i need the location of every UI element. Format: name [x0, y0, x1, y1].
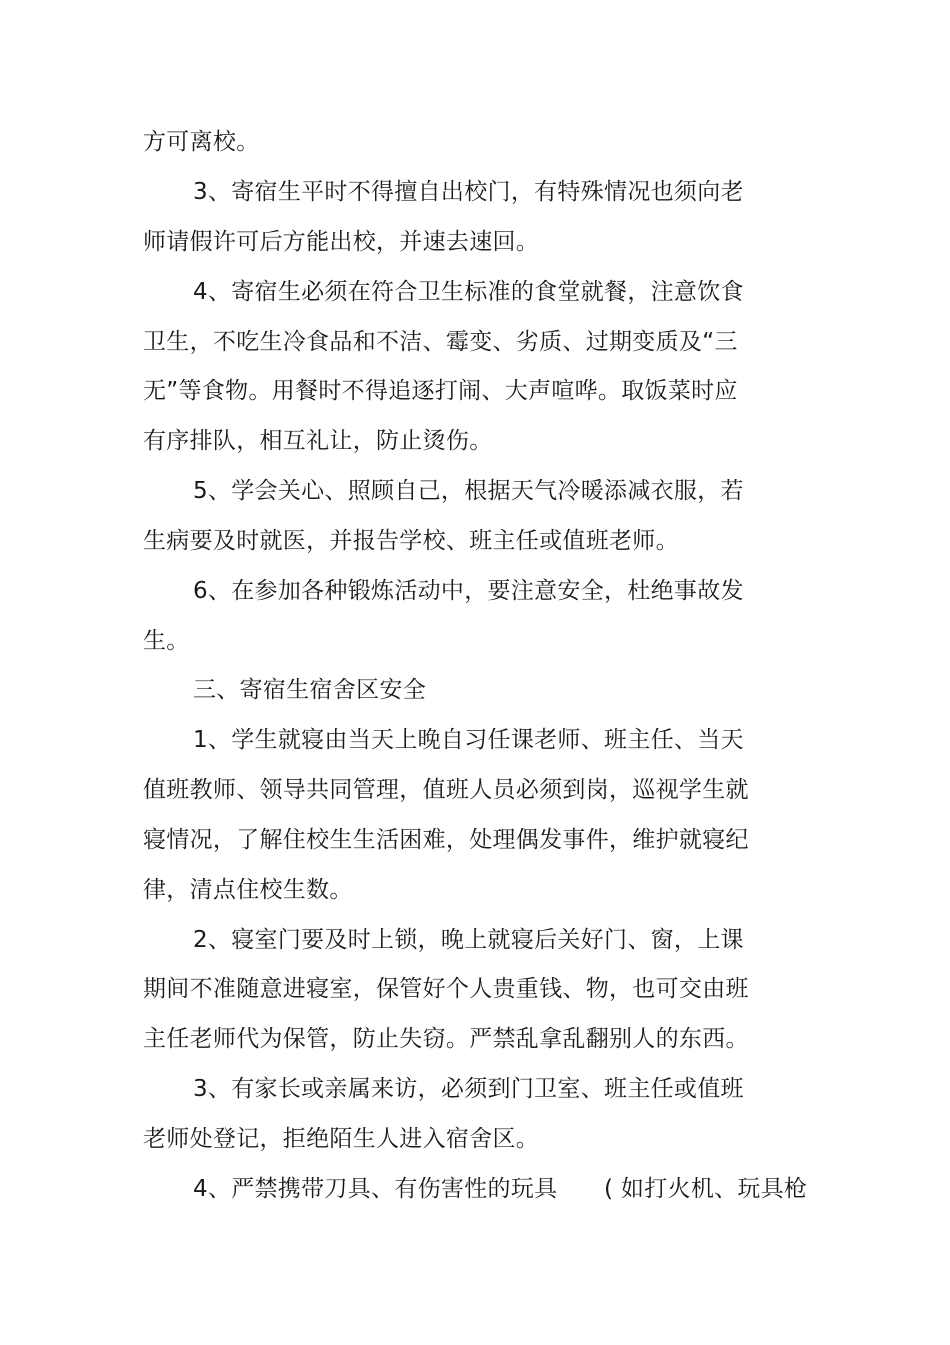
text-line: 1、学生就寝由当天上晚自习任课老师、班主任、当天	[193, 727, 744, 753]
text-line: 6、在参加各种锻炼活动中，要注意安全，杜绝事故发	[193, 578, 744, 604]
text-line: 4、寄宿生必须在符合卫生标准的食堂就餐，注意饮食	[193, 279, 744, 305]
text-line: 2、寝室门要及时上锁，晚上就寝后关好门、窗，上课	[193, 927, 744, 953]
text-line: 律，清点住校生数。	[143, 877, 353, 903]
text-line: 生。	[143, 628, 190, 654]
text-line: 卫生，不吃生冷食品和不洁、霉变、劣质、过期变质及“三	[143, 329, 738, 355]
text-line: 4、严禁携带刀具、有伤害性的玩具 ( 如打火机、玩具枪	[193, 1176, 808, 1202]
text-line: 主任老师代为保管，防止失窃。严禁乱拿乱翻别人的东西。	[143, 1026, 749, 1052]
section-heading: 三、寄宿生宿舍区安全	[193, 677, 426, 703]
text-line: 值班教师、领导共同管理，值班人员必须到岗，巡视学生就	[143, 777, 749, 803]
text-line: 方可离校。	[143, 129, 260, 155]
text-line: 生病要及时就医，并报告学校、班主任或值班老师。	[143, 528, 679, 554]
text-line: 师请假许可后方能出校，并速去速回。	[143, 229, 540, 255]
text-line: 5、学会关心、照顾自己，根据天气冷暖添减衣服，若	[193, 478, 744, 504]
text-line: 期间不准随意进寝室，保管好个人贵重钱、物，也可交由班	[143, 976, 749, 1002]
text-line: 无”等食物。用餐时不得追逐打闹、大声喧哗。取饭菜时应	[143, 378, 738, 404]
text-line: 3、有家长或亲属来访，必须到门卫室、班主任或值班	[193, 1076, 744, 1102]
text-line: 老师处登记，拒绝陌生人进入宿舍区。	[143, 1126, 540, 1152]
text-line: 寝情况，了解住校生生活困难，处理偶发事件，维护就寝纪	[143, 827, 749, 853]
text-line: 有序排队，相互礼让，防止烫伤。	[143, 428, 493, 454]
text-line: 3、寄宿生平时不得擅自出校门，有特殊情况也须向老	[193, 179, 744, 205]
